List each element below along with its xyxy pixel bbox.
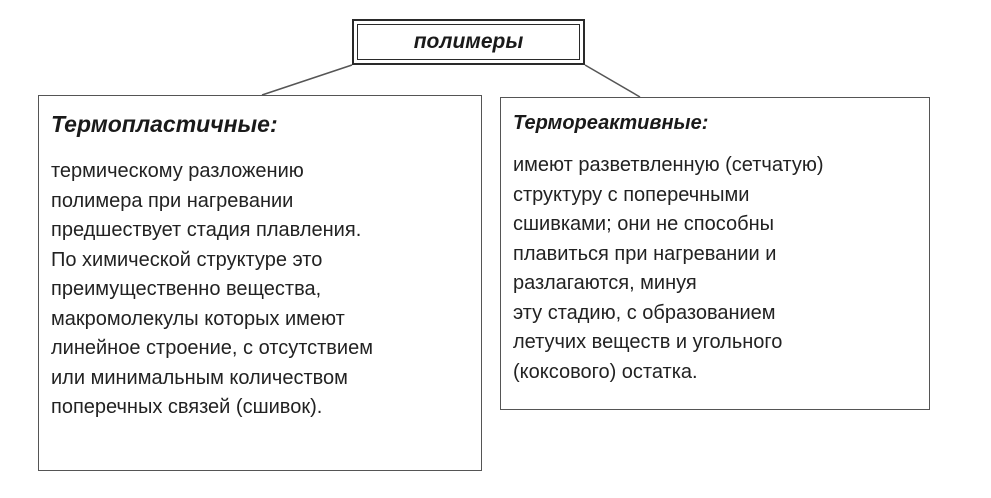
thermoplastic-line: термическому разложению <box>51 160 304 182</box>
thermoplastic-panel <box>38 95 482 471</box>
thermoplastic-line: линейное строение, с отсутствием <box>51 337 373 359</box>
thermoset-line: (коксового) остатка. <box>513 360 698 383</box>
thermoset-line: плавиться при нагревании и <box>513 242 777 265</box>
connector-right <box>585 65 640 97</box>
thermoset-line: имеют разветвленную (сетчатую) <box>513 154 824 176</box>
thermoset-description <box>513 151 929 387</box>
thermoset-line: структуру с поперечными <box>513 183 750 206</box>
root-node-box <box>352 19 585 65</box>
root-node-inner-frame <box>357 24 580 60</box>
thermoplastic-line: преимущественно вещества, <box>51 278 322 300</box>
thermoset-line: эту стадию, с образованием <box>513 301 776 324</box>
thermoplastic-line: полимера при нагревании <box>51 189 294 212</box>
thermoplastic-line: поперечных связей (сшивок). <box>51 396 323 418</box>
thermoset-panel <box>500 97 930 410</box>
thermoplastic-line: предшествует стадия плавления. <box>51 219 362 241</box>
thermoplastic-line: По химической структуре это <box>51 248 323 271</box>
thermoset-line: летучих веществ и угольного <box>513 331 783 353</box>
thermoplastic-heading: Термопластичные: <box>51 111 278 137</box>
thermoplastic-line: или минимальным количеством <box>51 366 348 389</box>
thermoplastic-line: макромолекулы которых имеют <box>51 307 345 330</box>
thermoset-heading: Термореактивные: <box>513 112 709 134</box>
root-node-label: полимеры <box>413 30 524 53</box>
connector-left <box>262 65 352 95</box>
thermoset-line: сшивками; они не способны <box>513 213 774 235</box>
thermoplastic-description <box>51 157 481 423</box>
thermoset-line: разлагаются, минуя <box>513 272 697 294</box>
